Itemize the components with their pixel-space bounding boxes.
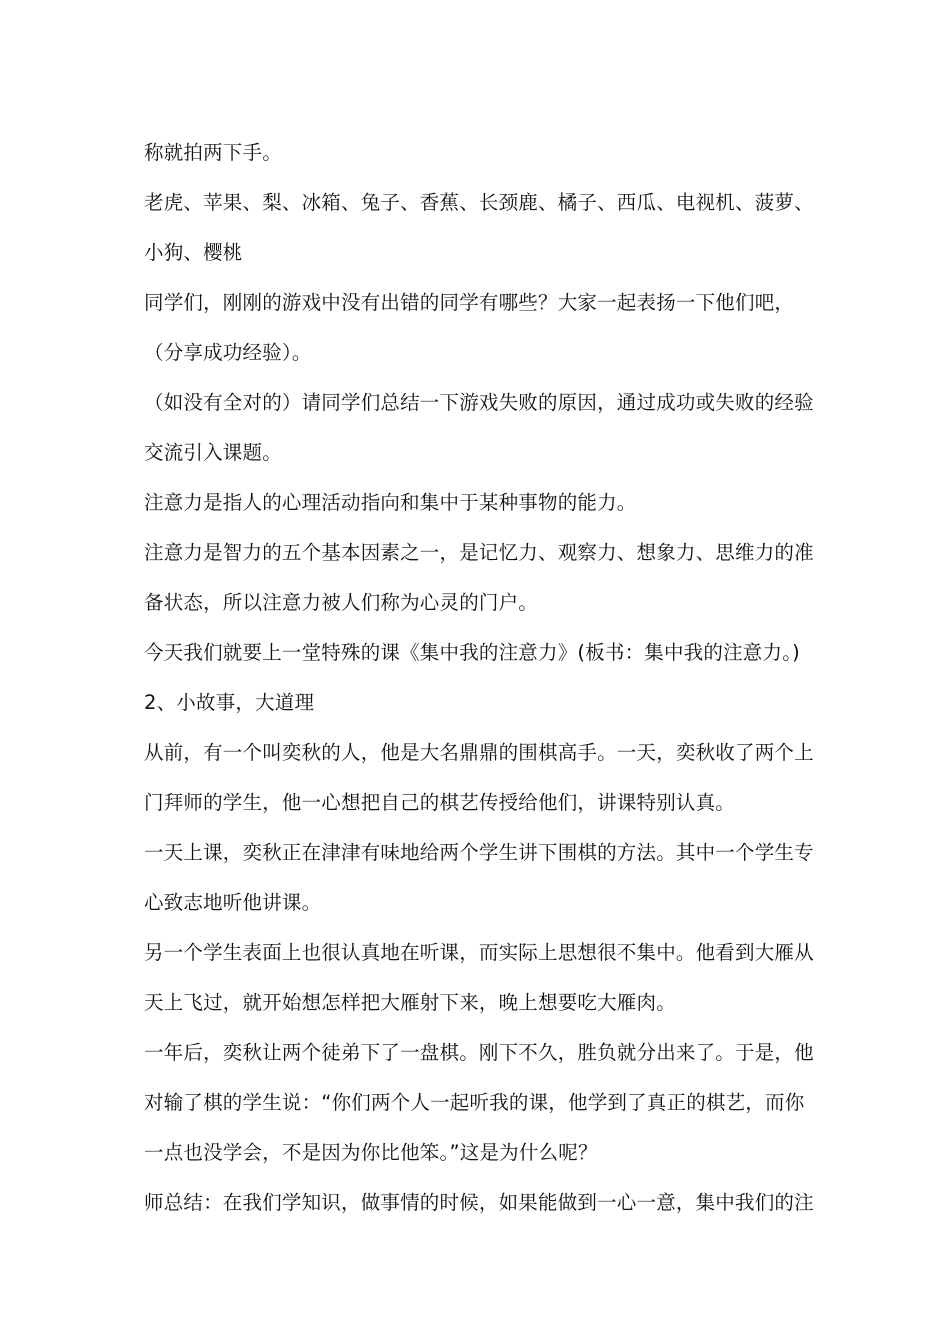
text-line: 今天我们就要上一堂特殊的课《集中我的注意力》(板书：集中我的注意力。) (144, 641, 800, 664)
document-body (144, 128, 814, 1228)
text-line: 师总结：在我们学知识，做事情的时候，如果能做到一心一意，集中我们的注 (144, 1191, 814, 1214)
text-line: 注意力是智力的五个基本因素之一，是记忆力、观察力、想象力、思维力的准 (144, 541, 814, 564)
text-line: 门拜师的学生，他一心想把自己的棋艺传授给他们，讲课特别认真。 (144, 791, 736, 814)
text-line: 交流引入课题。 (144, 441, 282, 464)
text-line: （如没有全对的）请同学们总结一下游戏失败的原因，通过成功或失败的经验 (144, 391, 814, 414)
text-line: 从前，有一个叫奕秋的人，他是大名鼎鼎的围棋高手。一天，奕秋收了两个上 (144, 741, 814, 764)
text-line: 同学们，刚刚的游戏中没有出错的同学有哪些？大家一起表扬一下他们吧， (144, 291, 795, 314)
text-line: 称就拍两下手。 (144, 141, 282, 164)
text-line: 心致志地听他讲课。 (144, 891, 322, 914)
text-line: 对输了棋的学生说：“你们两个人一起听我的课，他学到了真正的棋艺，而你 (144, 1091, 805, 1114)
text-line: 另一个学生表面上也很认真地在听课，而实际上思想很不集中。他看到大雁从 (144, 941, 814, 964)
text-line: （分享成功经验）。 (144, 341, 312, 364)
text-line: 一年后，奕秋让两个徒弟下了一盘棋。刚下不久，胜负就分出来了。于是，他 (144, 1041, 814, 1064)
text-line: 备状态，所以注意力被人们称为心灵的门户。 (144, 591, 539, 614)
text-line: 一点也没学会，不是因为你比他笨。”这是为什么呢？ (144, 1141, 598, 1164)
text-line: 小狗、樱桃 (144, 241, 243, 264)
text-line: 老虎、苹果、梨、冰箱、兔子、香蕉、长颈鹿、橘子、西瓜、电视机、菠萝、 (144, 191, 814, 214)
text-line: 天上飞过，就开始想怎样把大雁射下来，晚上想要吃大雁肉。 (144, 991, 676, 1014)
text-line: 一天上课，奕秋正在津津有味地给两个学生讲下围棋的方法。其中一个学生专 (144, 841, 814, 864)
text-line: 注意力是指人的心理活动指向和集中于某种事物的能力。 (144, 491, 637, 514)
section-heading: 2、小故事，大道理 (144, 691, 315, 714)
